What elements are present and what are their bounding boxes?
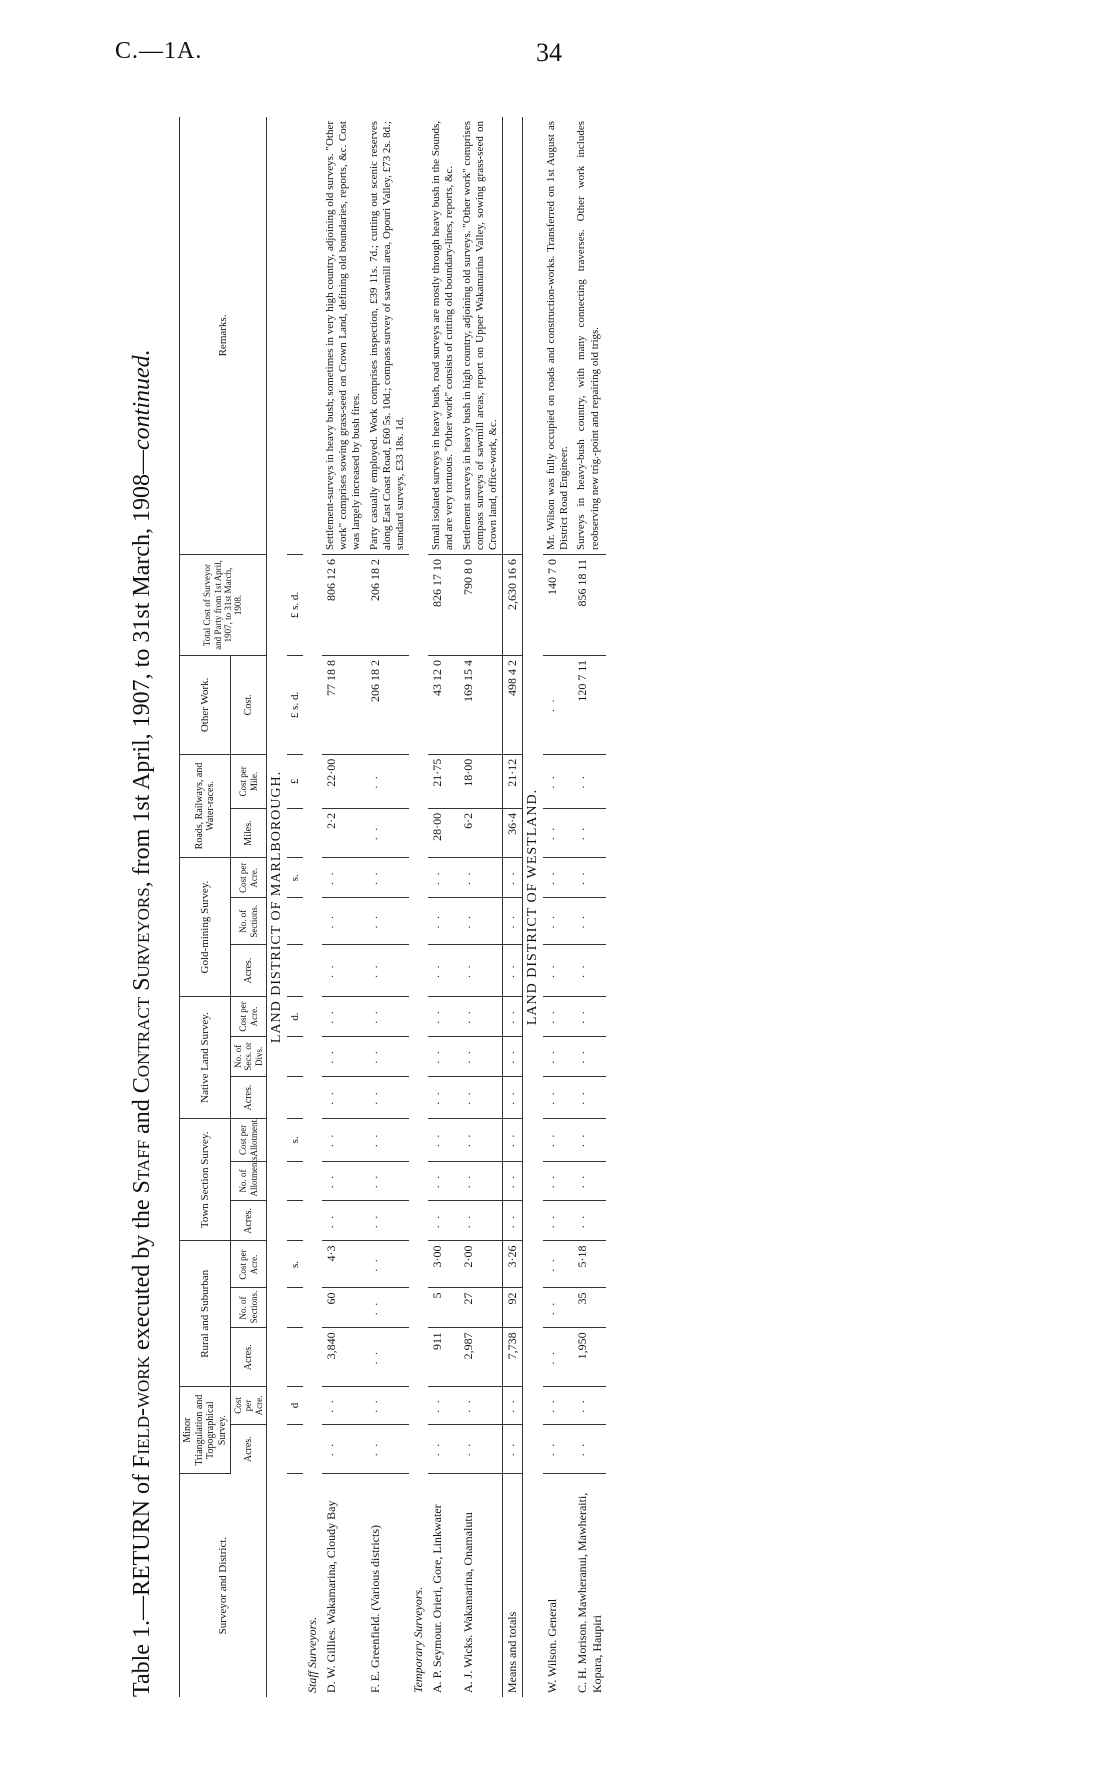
remarks-cell: Small isolated surveys in heavy bush, road surveys are mostly through heavy bush in the Sounds, and are very tortuous. "Other work" consists of cutting old boundary-lines, reports, &c. [428,117,458,554]
totals-row: Means and totals . . . . 7,738 92 3·26 . . . . . . . . . . . . . . . . . . 36·4 21·12 498 4 2 2,630 16 6 [503,117,523,1697]
header-other-cost: Cost. [231,656,267,755]
header-gold-cost: Cost per Acre. [231,858,267,898]
header-native-acres: Acres. [231,1076,267,1118]
table-row: D. W. Gillies. Wakamarina, Cloudy Bay . . . . 3,840 60 4·3 . . . . . . . . . . . . . . . . . . 2·2 22·00 77 18 8 806 12 6 Settlement-surveys in heavy bush; sometimes in very high country, adjoining old surveys. "Other work" comprises sowing grass-seed on Crown Land, defining old boundaries, reports, &c. Cost was largely increased by bush fires. [322,117,366,1697]
district-westland: LAND DISTRICT OF WESTLAND. [525,788,541,1026]
temporary-surveyors-label: Temporary Surveyors. [411,1586,426,1693]
surveyor-name: W. Wilson. General [545,1598,560,1693]
fieldwork-return-table [179,117,606,1697]
page-header [0,0,1114,80]
unit-row: d s. s. d. s. £ £ s. d. £ s. d. [287,117,303,1697]
remarks-cell: Party casually employed. Work comprises inspection, £39 11s. 7d.; cutting out scenic reserves along East Coast Road, £60 5s. 10d.; compass survey of sawmill area, Opouri Valley, £73 2s. 8d.; standard surveys, £33 18s. 1d. [366,117,410,554]
header-gold-acres: Acres. [231,945,267,997]
header-minor-triangulation: Minor Triangulation and Topographical Survey. [180,1387,231,1474]
table-row: C. H. Morison. Mawheranui, Mawheraiti, Kopara, Haupiri . . . . 1,950 35 5·18 . . . . . . . . . . . . . . . . . . . . . . 120 7 11 856 18 11 Surveys in heavy-bush country, with many connecting traverses. Other work includes reobserving new trig.-point and repairing old trigs. [573,117,606,1697]
remarks-cell: Settlement surveys in heavy bush in high country, adjoining old surveys. "Other work" comprises compass surveys of sawmill areas, report on Upper Wakamarina Valley, sowing grass-seed on Crown land, office-work, &c. [459,117,503,554]
header-roads-cost: Cost per Mile. [231,754,267,808]
header-minor-cost: Cost per Acre. [231,1387,267,1425]
table-row: F. E. Greenfield. (Various districts) . . . . . . . . . . . . . . . . . . . . . . . . . . . . . . . . 206 18 2 206 18 2 Party casually employed. Work comprises inspection, £39 11s. 7d.; cutting out scenic reserves along East Coast Road, £60 5s. 10d.; compass survey of sawmill area, Opouri Valley, £73 2s. 8d.; standard surveys, £33 18s. 1d. [366,117,410,1697]
table-row: A. J. Wicks. Wakamarina, Onamalutu . . . . 2,987 27 2·00 . . . . . . . . . . . . . . . . . . 6·2 18·00 169 15 4 790 8 0 Settlement surveys in heavy bush in high country, adjoining old surveys. "Other work" comprises compass surveys of sawmill areas, report on Upper Wakamarina Valley, sowing grass-seed on Crown land, office-work, &c. [459,117,503,1697]
header-roads: Roads, Railways, and Water-races. [180,754,231,857]
header-total-cost: Total Cost of Surveyor and Party from 1st April, 1907, to 31st March, 1908. [180,554,267,655]
document-reference: C.—1A. [115,38,203,64]
header-town-cost: Cost per Allotment. [231,1119,267,1161]
header-gold-mining: Gold-mining Survey. [180,858,231,997]
header-native-secs: No. of Secs. or Divs. [231,1036,267,1076]
header-rural-sections: No. of Sections. [231,1288,267,1328]
district-marlborough: LAND DISTRICT OF MARLBOROUGH. [269,770,285,1044]
header-town-allotments: No. of Allotments. [231,1161,267,1201]
header-roads-miles: Miles. [231,808,267,857]
header-gold-sections: No. of Sections. [231,898,267,945]
remarks-cell: Settlement-surveys in heavy bush; sometimes in very high country, adjoining old surveys. "Other work" comprises sowing grass-seed on Crown Land, defining old boundaries, reports, &c. Cost was largely increased by bush fires. [322,117,366,554]
header-surveyor: Surveyor and District. [180,1474,267,1697]
header-rural-acres: Acres. [231,1328,267,1387]
page-number: 34 [536,38,562,67]
remarks-cell: Mr. Wilson was fully occupied on roads and construction-works. Transferred on 1st August as District Road Engineer. [543,117,573,554]
header-native-land: Native Land Survey. [180,996,231,1118]
staff-surveyors-label: Staff Surveyors. [305,1617,320,1693]
table-row: A. P. Seymour. Orieri, Gore, Linkwater . . . . 911 5 3·00 . . . . . . . . . . . . . . . . . . 28·00 21·75 43 12 0 826 17 10 Small isolated surveys in heavy bush, road surveys are mostly through heavy bush in the Sounds, and are very tortuous. "Other work" consists of cutting old boundary-lines, reports, &c. [428,117,458,1697]
table-title: Table 1.—RETURN of Field-work executed by the Staff and Contract Surveyors, from 1st April, 1907, to 31st March, 1908—continued. [128,349,155,1697]
header-rural-suburban: Rural and Suburban [180,1241,231,1387]
header-remarks: Remarks. [180,117,267,554]
surveyor-name: A. P. Seymour. Orieri, Gore, Linkwater [430,1504,445,1693]
table-label: Table 1.— [128,1596,155,1697]
header-rural-cost: Cost per Acre. [231,1241,267,1288]
header-minor-acres: Acres. [231,1424,267,1473]
surveyor-name: C. H. Morison. Mawheranui, Mawheraiti, Kopara, Haupiri [575,1492,604,1693]
surveyor-name: D. W. Gillies. Wakamarina, Cloudy Bay [324,1500,339,1693]
header-other-work: Other Work. [180,656,231,755]
surveyor-name: A. J. Wicks. Wakamarina, Onamalutu [460,1512,475,1693]
means-totals-label: Means and totals [503,1474,523,1697]
rotated-table-area [117,107,997,1707]
header-town-section: Town Section Survey. [180,1119,231,1241]
header-native-cost: Cost per Acre. [231,996,267,1036]
remarks-cell: Surveys in heavy-bush country, with many connecting traverses. Other work includes reobserving new trig.-point and repairing old trigs. [573,117,606,554]
surveyor-name: F. E. Greenfield. (Various districts) [367,1525,382,1693]
table-row: W. Wilson. General . . . . . . . . . . . . . . . . . . . . . . . . . . . . . . . . . . 140 7 0 Mr. Wilson was fully occupied on roads and construction-works. Transferred on 1st August as District Road Engineer. [543,117,573,1697]
header-town-acres: Acres. [231,1201,267,1241]
